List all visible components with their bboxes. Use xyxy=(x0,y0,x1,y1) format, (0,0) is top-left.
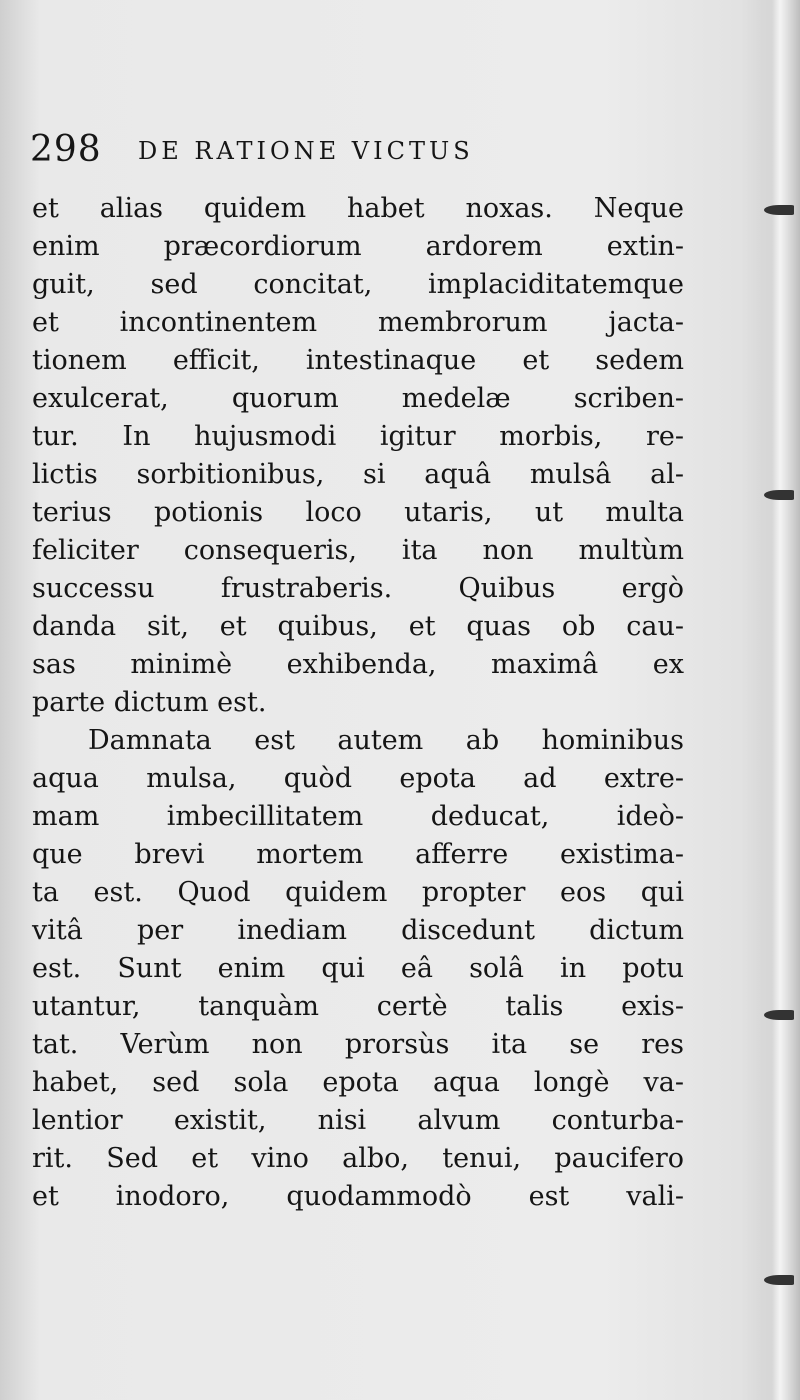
page-number: 298 xyxy=(30,129,102,170)
text-line: exulcerat, quorum medelæ scriben- xyxy=(32,383,684,414)
text-line: vitâ per inediam discedunt dictum xyxy=(32,915,684,946)
text-line: aqua mulsa, quòd epota ad extre- xyxy=(32,763,684,794)
page-edge-tab xyxy=(764,490,794,500)
page-edge xyxy=(758,0,800,1400)
page-edge-tab xyxy=(764,205,794,215)
text-line: rit. Sed et vino albo, tenui, paucifero xyxy=(32,1143,684,1174)
text-line: tat. Verùm non prorsùs ita se res xyxy=(32,1029,684,1060)
text-line: successu frustraberis. Quibus ergò xyxy=(32,573,684,604)
text-line: tionem efficit, intestinaque et sedem xyxy=(32,345,684,376)
text-line: feliciter consequeris, ita non multùm xyxy=(32,535,684,566)
text-line: ta est. Quod quidem propter eos qui xyxy=(32,877,684,908)
text-line: terius potionis loco utaris, ut multa xyxy=(32,497,684,528)
page-edge-tab xyxy=(764,1275,794,1285)
text-line: Damnata est autem ab hominibus xyxy=(88,725,684,756)
text-line: lentior existit, nisi alvum conturba- xyxy=(32,1105,684,1136)
text-line: est. Sunt enim qui eâ solâ in potu xyxy=(32,953,684,984)
text-line: parte dictum est. xyxy=(32,687,267,718)
text-line: lictis sorbitionibus, si aquâ mulsâ al- xyxy=(32,459,684,490)
text-line: tur. In hujusmodi igitur morbis, re- xyxy=(32,421,684,452)
body-text xyxy=(32,190,684,1216)
text-line: et incontinentem membrorum jacta- xyxy=(32,307,684,338)
text-line: mam imbecillitatem deducat, ideò- xyxy=(32,801,684,832)
text-line: sas minimè exhibenda, maximâ ex xyxy=(32,649,684,680)
page-edge-tab xyxy=(764,1010,794,1020)
page-header xyxy=(30,128,710,176)
text-line: guit, sed concitat, implaciditatemque xyxy=(32,269,684,300)
text-line: enim præcordiorum ardorem extin- xyxy=(32,231,684,262)
running-head: DE RATIONE VICTUS xyxy=(138,137,474,165)
text-line: habet, sed sola epota aqua longè va- xyxy=(32,1067,684,1098)
text-line: danda sit, et quibus, et quas ob cau- xyxy=(32,611,684,642)
text-line: et alias quidem habet noxas. Neque xyxy=(32,193,684,224)
text-line: et inodoro, quodammodò est vali- xyxy=(32,1181,684,1212)
text-line: que brevi mortem afferre existima- xyxy=(32,839,684,870)
text-line: utantur, tanquàm certè talis exis- xyxy=(32,991,684,1022)
